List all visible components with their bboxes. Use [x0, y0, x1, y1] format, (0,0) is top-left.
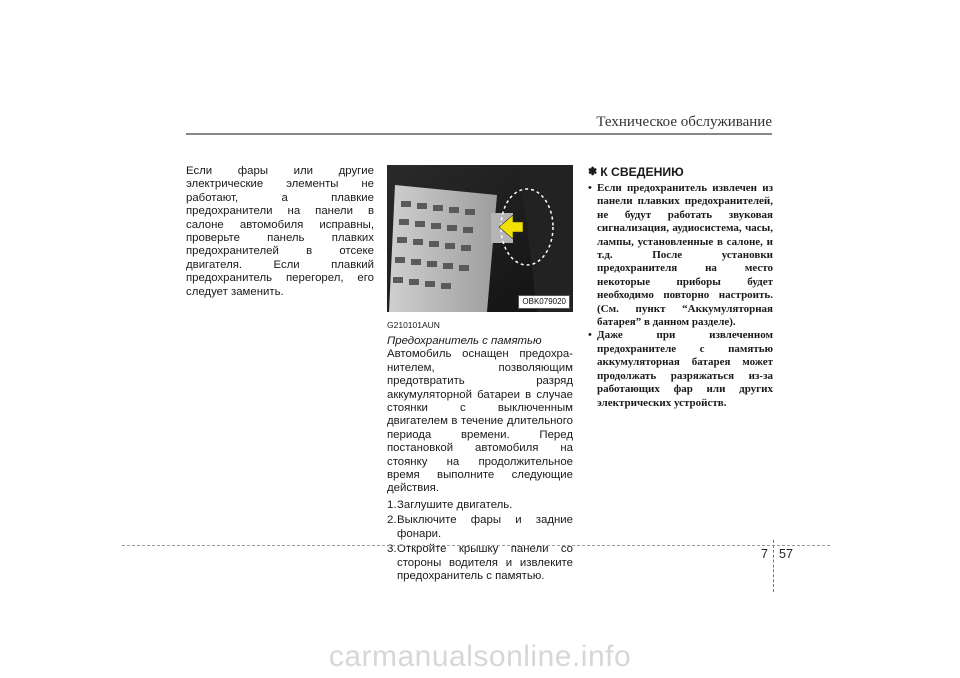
- steps-list: [387, 499, 573, 583]
- section-title: Техническое обслуживание: [596, 114, 772, 130]
- figure-code: OBK079020: [518, 295, 570, 309]
- step-number: 1.: [387, 498, 397, 511]
- note-text: Даже при извлеченном предохранителе с памятью аккумуляторная батарея может продолжать разряжаться из-за работающих фар или других электрических устройств.: [597, 329, 773, 409]
- list-item: [588, 182, 773, 329]
- memory-fuse-paragraph: Автомобиль оснащен предохра-нителем, позволяющим предотвратить разряд аккумуляторной батареи в случае стоянки с выключенным двигателем в течение длительного периода времени. Перед постановкой автомобиля на стоянку на продолжительное время выполните следующие действия.: [387, 348, 573, 495]
- note-text: Если предохранитель извлечен из панели плавких предохранителей, не будут работать звуковая сигнализация, аудиосистема, часы, лампы, установленные в салоне, и т.д. После установки предохранителя на место некоторые приборы будет необходимо повторно настроить. (См. пункт “Аккумуляторная батарея” в данном разделе).: [597, 182, 773, 329]
- step-text: Заглушите двигатель.: [397, 498, 513, 511]
- note-heading-text: К СВЕДЕНИЮ: [600, 165, 684, 179]
- page-number: 57: [779, 547, 793, 561]
- footer-divider: [122, 545, 830, 546]
- left-column: [186, 165, 374, 299]
- section-code: G210101AUN: [387, 320, 440, 330]
- step-number: 3.: [387, 543, 397, 556]
- list-item: [387, 543, 573, 583]
- bullet-icon: •: [588, 182, 592, 194]
- list-item: [387, 499, 573, 512]
- step-text: Выключите фары и задние фонари.: [397, 514, 573, 540]
- list-item: [588, 329, 773, 409]
- step-text: Откройте крышку панели со стороны водителя и извлеките предохранитель с памятью.: [397, 543, 573, 582]
- chapter-number: 7: [761, 547, 768, 561]
- note-heading: [588, 165, 773, 180]
- fuse-panel-illustration: [387, 165, 573, 312]
- intro-paragraph: Если фары или другие электрические элементы не работают, а плавкие предохранители на панели в салоне автомобиля исправны, проверьте панель плавких предохранителей в отсеке двигателя. Если плавкий предохранитель перегорел, его следует заменить.: [186, 165, 374, 298]
- watermark: carmanualsonline.info: [328, 640, 632, 673]
- page-number-separator: [773, 540, 774, 592]
- fuse-panel-photo: [387, 165, 573, 312]
- memory-fuse-heading: Предохранитель с памятью: [387, 335, 542, 347]
- note-asterisk-icon: ✽: [588, 166, 598, 178]
- right-column: [588, 165, 773, 410]
- bullet-icon: •: [588, 329, 592, 342]
- step-number: 2.: [387, 514, 397, 527]
- list-item: [387, 514, 573, 541]
- notes-list: [588, 182, 773, 410]
- header-divider: [186, 133, 772, 135]
